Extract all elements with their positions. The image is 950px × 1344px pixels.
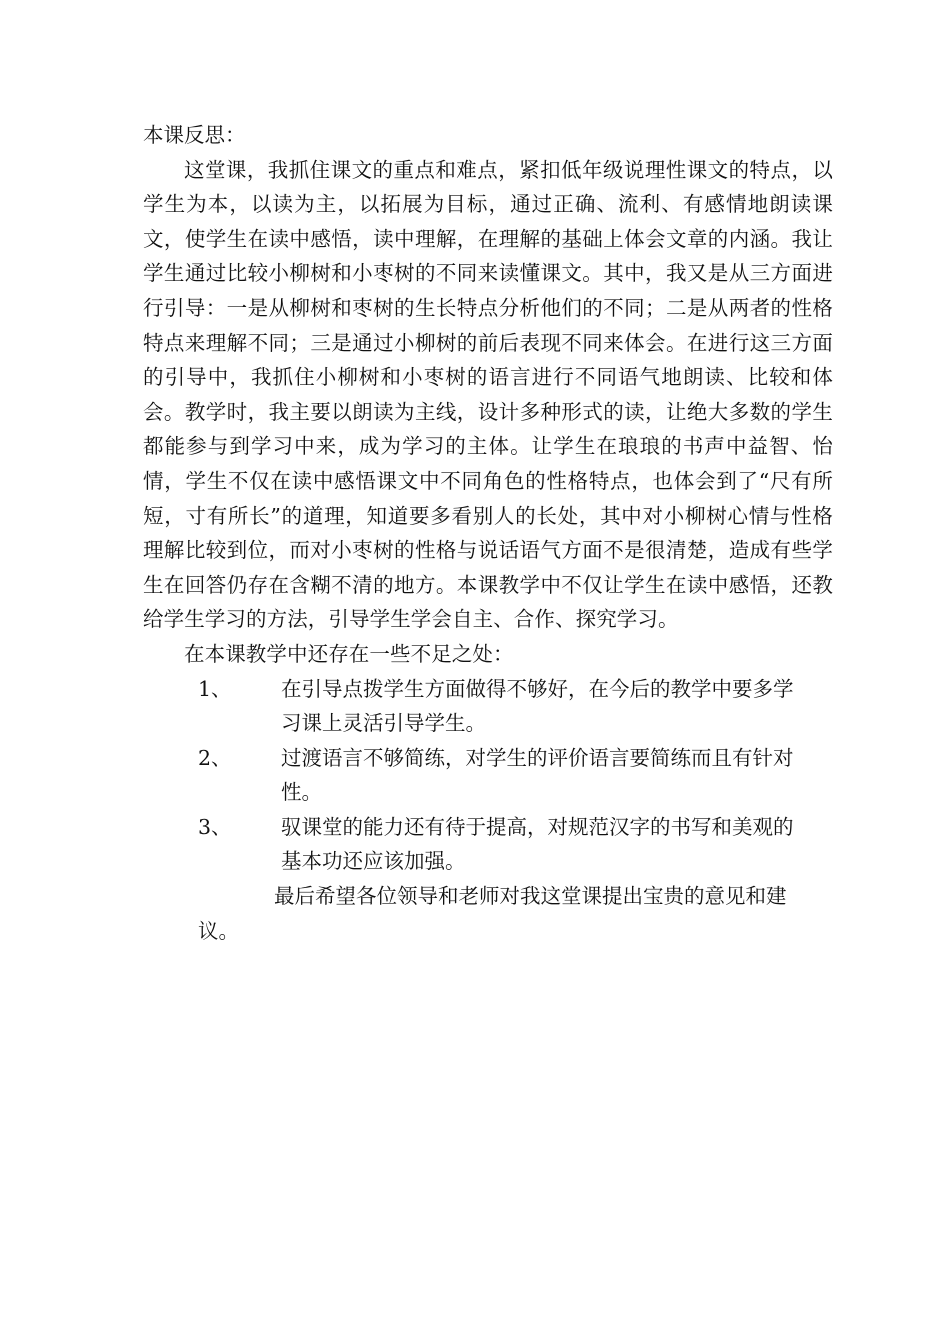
document-body <box>143 118 833 948</box>
list-item-text: 过渡语言不够简练，对学生的评价语言要简练而且有针对性。 <box>281 745 794 805</box>
list-item-text: 在引导点拨学生方面做得不够好，在今后的教学中要多学习课上灵活引导学生。 <box>281 676 794 736</box>
list-item-text: 驭课堂的能力还有待于提高，对规范汉字的书写和美观的基本功还应该加强。 <box>281 814 794 874</box>
list-item-number: 1、 <box>198 676 232 701</box>
reflection-heading: 本课反思： <box>143 123 246 147</box>
shortcomings-list <box>143 672 833 880</box>
shortcomings-intro: 在本课教学中还存在一些不足之处： <box>184 641 514 666</box>
list-item-number: 2、 <box>198 745 232 770</box>
list-item <box>143 741 833 810</box>
closing-remark: 最后希望各位领导和老师对我这堂课提出宝贵的意见和建议。 <box>198 884 787 943</box>
list-item-number: 3、 <box>198 814 232 839</box>
reflection-paragraph: 这堂课，我抓住课文的重点和难点，紧扣低年级说理性课文的特点，以学生为本，以读为主，以拓展为目标，通过正确、流利、有感情地朗读课文，使学生在读中感悟，读中理解，在理解的基础上体会文章的内涵。我让学生通过比较小柳树和小枣树的不同来读懂课文。其中，我又是从三方面进行引导：一是从柳树和枣树的生长特点分析他们的不同；二是从两者的性格特点来理解不同；三是通过小柳树的前后表现不同来体会。在进行这三方面的引导中，我抓住小柳树和小枣树的语言进行不同语气地朗读、比较和体会。教学时，我主要以朗读为主线，设计多种形式的读，让绝大多数的学生都能参与到学习中来，成为学习的主体。让学生在琅琅的书声中益智、怡情，学生不仅在读中感悟课文中不同角色的性格特点，也体会到了“尺有所短，寸有所长”的道理，知道要多看别人的长处，其中对小柳树心情与性格理解比较到位，而对小枣树的性格与说话语气方面不是很清楚，造成有些学生在回答仍存在含糊不清的地方。本课教学中不仅让学生在读中感悟，还教给学生学习的方法，引导学生学会自主、合作、探究学习。 <box>143 157 833 632</box>
list-item <box>143 672 833 741</box>
list-item <box>143 810 833 879</box>
